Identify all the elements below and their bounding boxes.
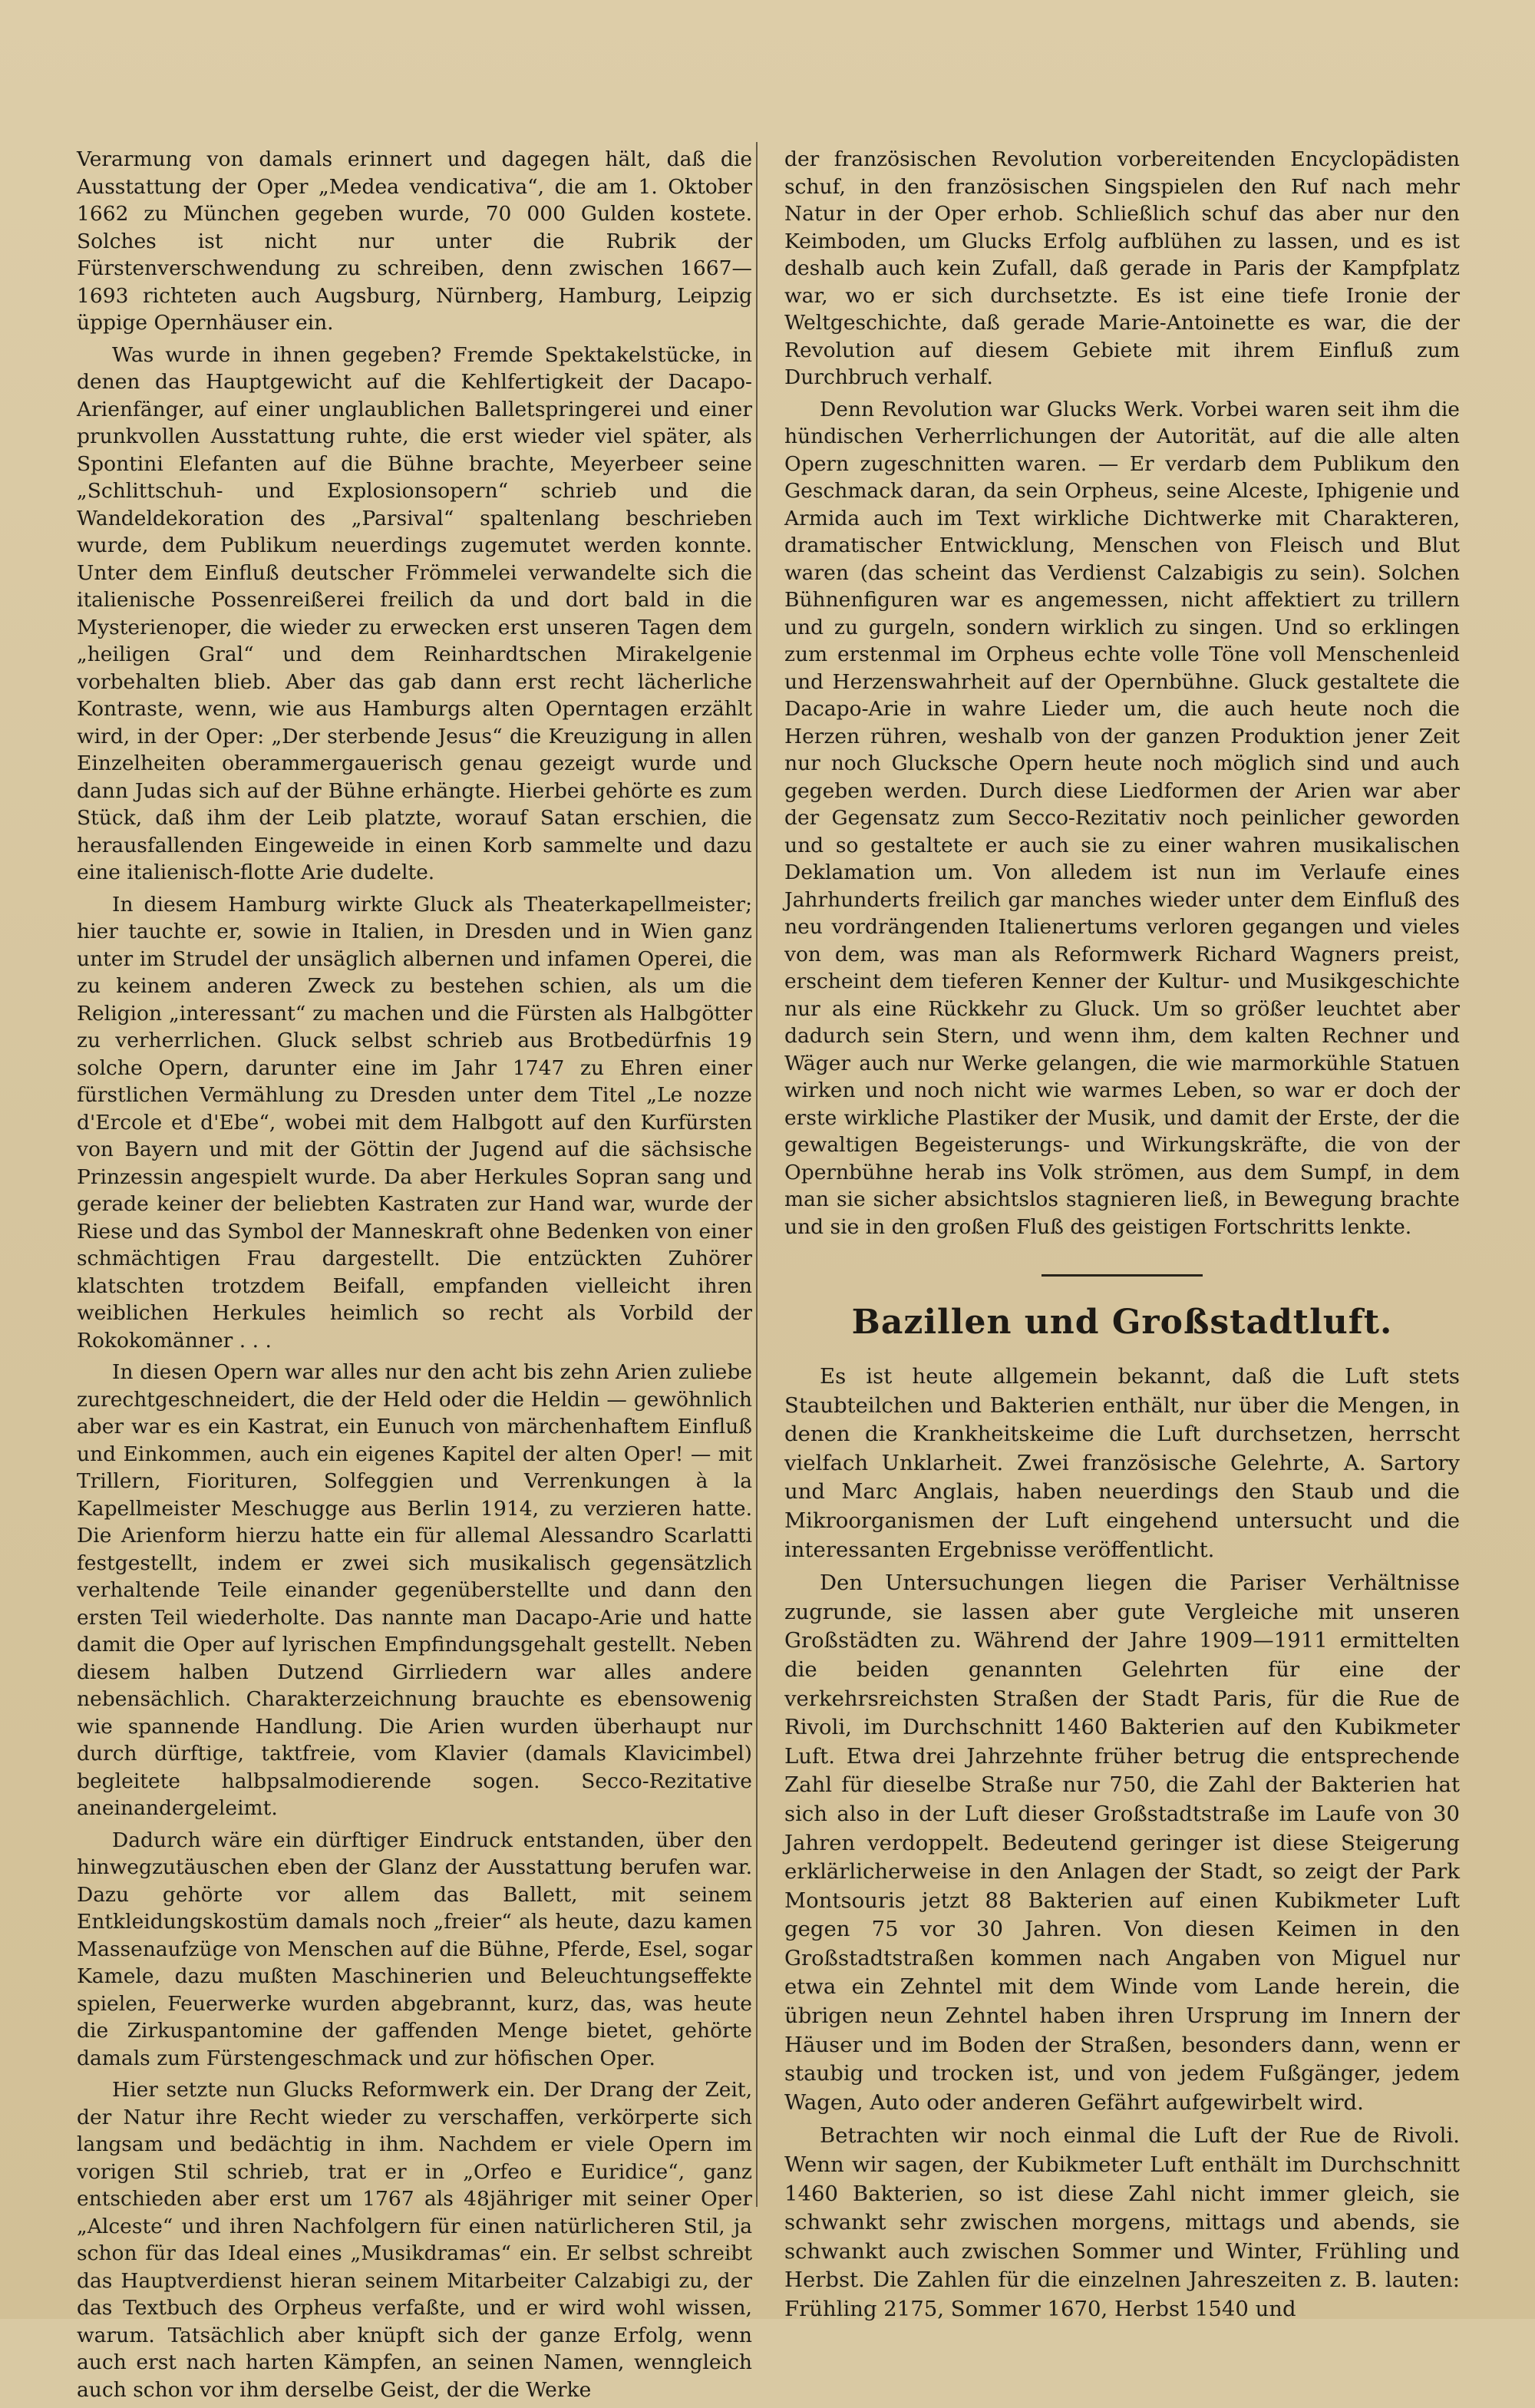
- right-column: [784, 146, 1460, 2329]
- paragraph: Verarmung von damals erinnert und dagegen hält, daß die Ausstattung der Oper „Medea vendicativa“, die am 1. Oktober 1662 zu München gegeben wurde, 70 000 Gulden kostete. Solches ist nicht nur unter die Rubrik der Fürstenverschwendung zu schreiben, denn zwischen 1667—1693 richteten auch Augsburg, Nürnberg, Hamburg, Leipzig üppige Opernhäuser ein.: [77, 147, 752, 335]
- article-body: [784, 1363, 1460, 2324]
- article-separator: [1041, 1274, 1203, 1277]
- paragraph: Denn Revolution war Glucks Werk. Vorbei waren seit ihm die hündischen Verherrlichungen der Autorität, auf die alle alten Opern zugeschnitten waren. — Er verdarb dem Publikum den Geschmack daran, da sein Orpheus, seine Alceste, Iphigenie und Armida auch im Text wirkliche Dichtwerke mit Charakteren, dramatischer Entwicklung, Menschen von Fleisch und Blut waren (das scheint das Verdienst Calzabigis zu sein). Solchen Bühnenfiguren war es angemessen, nicht affektiert zu trillern und zu gurgeln, sondern wirklich zu singen. Und so erklingen zum erstenmal im Orpheus echte volle Töne voll Menschenleid und Herzenswahrheit auf der Opernbühne. Gluck gestaltete die Dacapo-Arie in wahre Lieder um, die auch heute noch die Herzen rühren, weshalb von der ganzen Produktion jener Zeit nur noch Glucksche Opern heute noch möglich sind und auch gegeben werden. Durch diese Liedformen der Arien war aber der Gegensatz zum Secco-Rezitativ noch peinlicher geworden und so gestaltete er auch sie zu einer wahren musikalischen Deklamation um. Von alledem ist nun im Verlaufe eines Jahrhunderts freilich gar manches wieder unter dem Einfluß des neu vordrängenden Italienertums verloren gegangen und vieles von dem, was man als Reformwerk Richard Wagners preist, erscheint dem tieferen Kenner der Kultur- und Musikgeschichte nur als eine Rückkehr zu Gluck. Um so größer leuchtet aber dadurch sein Stern, und wenn ihm, dem kalten Rechner und Wäger auch nur Werke gelangen, die wie marmorkühle Statuen wirken und noch nicht wie warmes Leben, so war er doch der erste wirkliche Plastiker der Musik, und damit der Erste, der die gewaltigen Begeisterungs- und Wirkungskräfte, die von der Opernbühne herab ins Volk strömen, aus dem Sumpf, in dem man sie sicher absichtslos stagnieren ließ, in Bewegung brachte und sie in den großen Fluß des geistigen Fortschritts lenkte.: [784, 397, 1460, 1239]
- paragraph: Hier setzte nun Glucks Reformwerk ein. Der Drang der Zeit, der Natur ihre Recht wieder zu verschaffen, verkörperte sich langsam und bedächtig in ihm. Nachdem er viele Opern im vorigen Stil schrieb, trat er in „Orfeo e Euridice“, ganz entschieden aber erst um 1767 als 48jähriger mit seiner Oper „Alceste“ und ihren Nachfolgern für einen natürlicheren Stil, ja schon für das Ideal eines „Musikdramas“ ein. Er selbst schreibt das Hauptverdienst hieran seinem Mitarbeiter Calzabigi zu, der das Textbuch des Orpheus verfaßte, und er wird wohl wissen, warum. Tatsächlich aber knüpft sich der ganze Erfolg, wenn auch erst nach harten Kämpfen, an seinen Namen, wenngleich auch schon vor ihm derselbe Geist, der die Werke: [77, 2078, 752, 2402]
- paragraph: Betrachten wir noch einmal die Luft der Rue de Rivoli. Wenn wir sagen, der Kubikmeter Luft enthält im Durchschnitt 1460 Bakterien, so ist diese Zahl nicht immer gleich, sie schwankt sehr zwischen morgens, mittags und abends, sie schwankt auch zwischen Sommer und Winter, Frühling und Herbst. Die Zahlen für die einzelnen Jahreszeiten z. B. lauten: Frühling 2175, Sommer 1670, Herbst 1540 und: [784, 2123, 1460, 2321]
- paragraph: der französischen Revolution vorbereitenden Encyclopädisten schuf, in den französischen Singspielen den Ruf nach mehr Natur in der Oper erhob. Schließlich schuf das aber nur den Keimboden, um Glucks Erfolg aufblühen zu lassen, und es ist deshalb auch kein Zufall, daß gerade in Paris der Kampfplatz war, wo er sich durchsetzte. Es ist eine tiefe Ironie der Weltgeschichte, daß gerade Marie-Antoinette es war, die der Revolution auf diesem Gebiete mit ihrem Einfluß zum Durchbruch verhalf.: [784, 147, 1460, 389]
- paragraph: In diesem Hamburg wirkte Gluck als Theaterkapellmeister; hier tauchte er, sowie in Italien, in Dresden und in Wien ganz unter im Strudel der unsäglich albernen und infamen Operei, die zu keinem anderen Zweck zu bestehen schien, als um die Religion „interessant“ zu machen und die Fürsten als Halbgötter zu verherrlichen. Gluck selbst schrieb aus Brotbedürfnis 19 solche Opern, darunter eine im Jahr 1747 zu Ehren einer fürstlichen Vermählung zu Dresden unter dem Titel „Le nozze d'Ercole et d'Ebe“, wobei mit dem Halbgott auf den Kurfürsten von Bayern und mit der Göttin der Jugend auf die sächsische Prinzessin angespielt wurde. Da aber Herkules Sopran sang und gerade keiner der beliebten Kastraten zur Hand war, wurde der Riese und das Symbol der Manneskraft ohne Bedenken von einer schmächtigen Frau dargestellt. Die entzückten Zuhörer klatschten trotzdem Beifall, empfanden vielleicht ihren weiblichen Herkules heimlich so recht als Vorbild der Rokokomänner . . .: [77, 892, 752, 1353]
- column-divider: [756, 142, 758, 2207]
- paragraph: Den Untersuchungen liegen die Pariser Verhältnisse zugrunde, sie lassen aber gute Vergleiche mit unseren Großstädten zu. Während der Jahre 1909—1911 ermittelten die beiden genannten Gelehrten für eine der verkehrsreichsten Straßen der Stadt Paris, für die Rue de Rivoli, im Durchschnitt 1460 Bakterien auf den Kubikmeter Luft. Etwa drei Jahrzehnte früher betrug die entsprechende Zahl für dieselbe Straße nur 750, die Zahl der Bakterien hat sich also in der Luft dieser Großstadtstraße im Laufe von 30 Jahren verdoppelt. Bedeutend geringer ist diese Steigerung erklärlicherweise in den Anlagen der Stadt, so zeigt der Park Montsouris jetzt 88 Bakterien auf einen Kubikmeter Luft gegen 75 vor 30 Jahren. Von diesen Keimen in den Großstadtstraßen kommen nach Angaben von Miguel nur etwa ein Zehntel mit dem Winde vom Lande herein, die übrigen neun Zehntel haben ihren Ursprung im Innern der Häuser und im Boden der Straßen, besonders dann, wenn er staubig und trocken ist, und von jedem Fußgänger, jedem Wagen, Auto oder anderen Gefährt aufgewirbelt wird.: [784, 1571, 1460, 2115]
- paragraph: Dadurch wäre ein dürftiger Eindruck entstanden, über den hinwegzutäuschen eben der Glanz der Ausstattung berufen war. Dazu gehörte vor allem das Ballett, mit seinem Entkleidungskostüm damals noch „freier“ als heute, dazu kamen Massenaufzüge von Menschen auf die Bühne, Pferde, Esel, sogar Kamele, dazu mußten Maschinerien und Beleuchtungseffekte spielen, Feuerwerke wurden abgebrannt, kurz, das, was heute die Zirkuspantomine der gaffenden Menge bietet, gehörte damals zum Fürstengeschmack und zur höfischen Oper.: [77, 1828, 752, 2070]
- paragraph: Was wurde in ihnen gegeben? Fremde Spektakelstücke, in denen das Hauptgewicht auf die Kehlfertigkeit der Dacapo-Arienfänger, auf einer unglaublichen Balletspringerei und einer prunkvollen Ausstattung ruhte, die erst wieder viel später, als Spontini Elefanten auf die Bühne brachte, Meyerbeer seine „Schlittschuh- und Explosionsopern“ schrieb und die Wandeldekoration des „Parsival“ spaltenlang beschrieben wurde, dem Publikum neuerdings zugemutet werden konnte. Unter dem Einfluß deutscher Frömmelei verwandelte sich die italienische Possenreißerei freilich da und dort bald in die Mysterienoper, die wieder zu erwecken erst unseren Tagen dem „heiligen Gral“ und dem Reinhardtschen Mirakelgenie vorbehalten blieb. Aber das gab dann erst recht lächerliche Kontraste, wenn, wie aus Hamburgs alten Operntagen erzählt wird, in der Oper: „Der sterbende Jesus“ die Kreuzigung in allen Einzelheiten oberammergauerisch genau gezeigt wurde und dann Judas sich auf der Bühne erhängte. Hierbei gehörte es zum Stück, daß ihm der Leib platzte, worauf Satan erschien, die herausfallenden Eingeweide in einen Korb sammelte und dazu eine italienisch-flotte Arie dudelte.: [77, 342, 752, 884]
- left-column: [77, 146, 752, 2408]
- article-title: Bazillen und Großstadtluft.: [851, 1303, 1393, 1342]
- paragraph: Es ist heute allgemein bekannt, daß die Luft stets Staubteilchen und Bakterien enthält, nur über die Mengen, in denen die Krankheitskeime die Luft durchsetzen, herrscht vielfach Unklarheit. Zwei französische Gelehrte, A. Sartory und Marc Anglais, haben neuerdings den Staub und die Mikroorganismen der Luft eingehend untersucht und die interessanten Ergebnisse veröffentlicht.: [784, 1364, 1460, 1562]
- paragraph: In diesen Opern war alles nur den acht bis zehn Arien zuliebe zurechtgeschneidert, die der Held oder die Heldin — gewöhnlich aber war es ein Kastrat, ein Eunuch von märchenhaftem Einfluß und Einkommen, auch ein eigenes Kapitel der alten Oper! — mit Trillern, Fiorituren, Solfeggien und Verrenkungen à la Kapellmeister Meschugge aus Berlin 1914, zu verzieren hatte. Die Arienform hierzu hatte ein für allemal Alessandro Scarlatti festgestellt, indem er zwei sich musikalisch gegensätzlich verhaltende Teile einander gegenüberstellte und dann den ersten Teil wiederholte. Das nannte man Dacapo-Arie und hatte damit die Oper auf lyrischen Empfindungsgehalt gestellt. Neben diesem halben Dutzend Girrliedern war alles andere nebensächlich. Charakterzeichnung brauchte es ebensowenig wie spannende Handlung. Die Arien wurden überhaupt nur durch dürftige, taktfreie, vom Klavier (damals Klavicimbel) begleitete halbpsalmodierende sogen. Secco-Rezitative aneinandergeleimt.: [77, 1360, 752, 1820]
